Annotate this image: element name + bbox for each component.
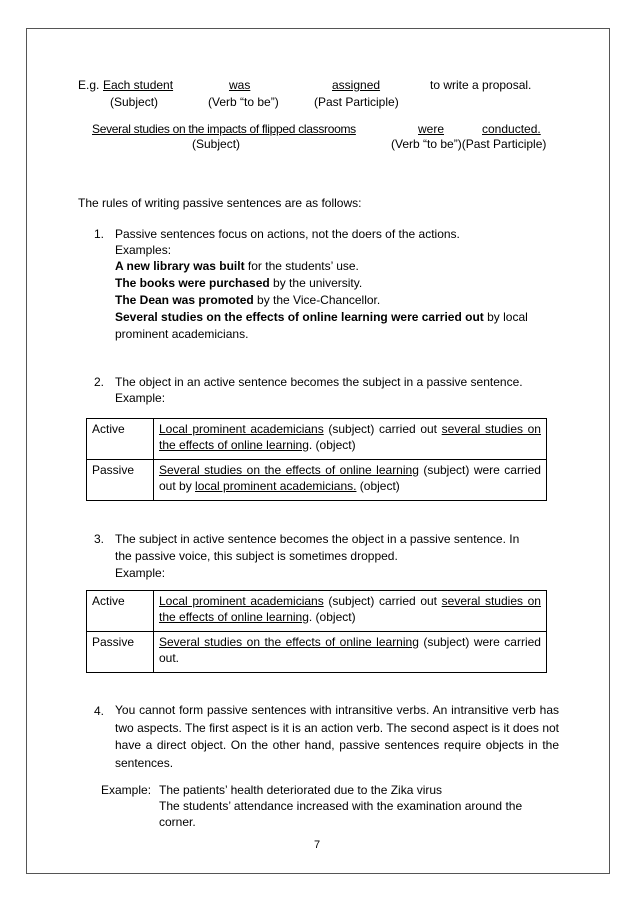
final-example-line3: corner. xyxy=(159,815,196,829)
rule3-line2: the passive voice, this subject is sometimes dropped. xyxy=(115,549,398,563)
rule1-text: Passive sentences focus on actions, not the doers of the actions. xyxy=(115,227,460,241)
rule3-table xyxy=(86,590,547,673)
rule3-line1: The subject in active sentence becomes the object in a passive sentence. In xyxy=(115,532,520,546)
rule1-example-3: The Dean was promoted by the Vice-Chancellor. xyxy=(115,293,381,307)
example2-subject: Several studies on the impacts of flipped classrooms xyxy=(92,122,356,136)
rule1-examples-tail: prominent academicians. xyxy=(115,327,249,341)
rule1-example-2: The books were purchased by the university. xyxy=(115,276,363,290)
rule3-number: 3. xyxy=(94,532,105,546)
example2-verb: were xyxy=(418,122,445,136)
row-label: Passive xyxy=(87,632,154,673)
example1-subject-role: (Subject) xyxy=(110,95,159,109)
row-content: Local prominent academicians (subject) carried out several studies on the effects of online learning. (object) xyxy=(154,419,547,460)
eg-label: E.g. xyxy=(78,78,100,92)
example1-verb-role: (Verb “to be”) xyxy=(208,95,279,109)
example1-participle-role: (Past Participle) xyxy=(314,95,399,109)
example1-participle: assigned xyxy=(332,78,381,92)
example1-rest: to write a proposal. xyxy=(430,78,532,92)
row-label: Active xyxy=(87,591,154,632)
rule2-example-label: Example: xyxy=(115,391,166,405)
example2-participle: conducted. xyxy=(482,122,541,136)
row-label: Active xyxy=(87,419,154,460)
row-content: Several studies on the effects of online learning (subject) were carried out. xyxy=(154,632,547,673)
row-content: Local prominent academicians (subject) carried out several studies on the effects of online learning. (object) xyxy=(154,591,547,632)
example1-subject: Each student xyxy=(103,78,174,92)
table-row xyxy=(87,632,547,673)
rules-intro: The rules of writing passive sentences are as follows: xyxy=(78,196,362,210)
final-example-label: Example: xyxy=(101,783,152,797)
example2-subject-role: (Subject) xyxy=(192,137,241,151)
rule1-example-1: A new library was built for the students’ use. xyxy=(115,259,359,273)
table-row xyxy=(87,460,547,501)
final-example-line1: The patients’ health deteriorated due to the Zika virus xyxy=(159,783,443,797)
page-number: 7 xyxy=(314,839,321,851)
example1-verb: was xyxy=(229,78,251,92)
rule1-example-4: Several studies on the effects of online learning were carried out by local xyxy=(115,310,528,324)
final-example-line2: The students’ attendance increased with the examination around the xyxy=(159,799,523,813)
table-row xyxy=(87,419,547,460)
row-content: Several studies on the effects of online learning (subject) were carried out by local prominent academicians. (object) xyxy=(154,460,547,501)
rule3-example-label: Example: xyxy=(115,566,166,580)
row-label: Passive xyxy=(87,460,154,501)
rule4-number: 4. xyxy=(94,704,105,718)
rule2-table xyxy=(86,418,547,501)
example2-verb-participle-role: (Verb “to be”)(Past Participle) xyxy=(391,137,547,151)
rule4-text: You cannot form passive sentences with intransitive verbs. An intransitive verb has two aspects. The first aspect is it is an action verb. The second aspect is it does not have a direct object. On the other hand, passive sentences require objects in the sentences. xyxy=(115,703,559,770)
rule2-text: The object in an active sentence becomes the subject in a passive sentence. xyxy=(115,375,523,389)
rule1-number: 1. xyxy=(94,227,105,241)
table-row xyxy=(87,591,547,632)
rule1-examples-label: Examples: xyxy=(115,243,172,257)
rule2-number: 2. xyxy=(94,375,105,389)
